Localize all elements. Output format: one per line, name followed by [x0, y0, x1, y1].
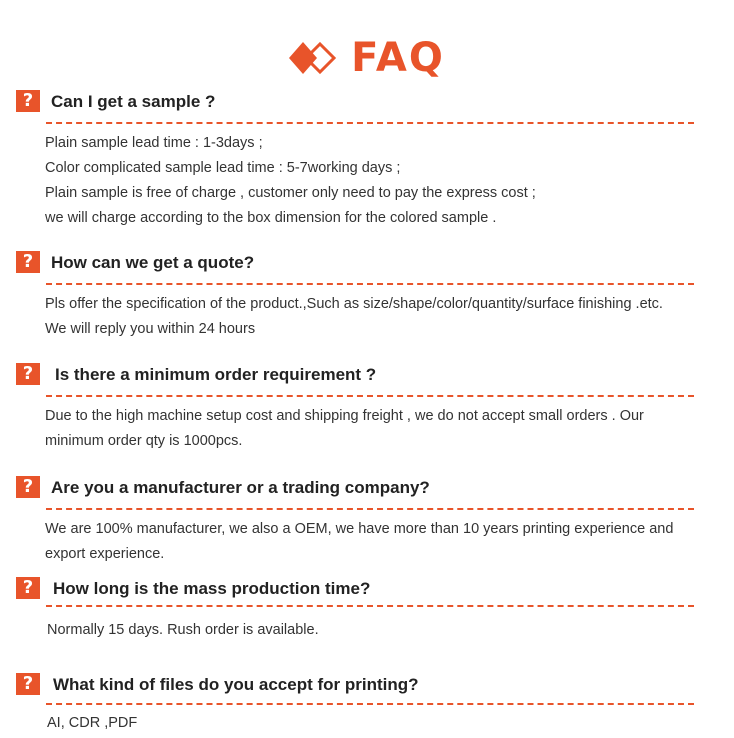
answer-line: Plain sample lead time : 1-3days ; — [45, 135, 263, 151]
question-text: Is there a minimum order requirement ? — [55, 365, 377, 384]
faq-item — [0, 476, 734, 562]
dashed-divider — [46, 605, 694, 607]
faq-answer — [45, 292, 715, 342]
answer-line: Due to the high machine setup cost and shipping freight , we do not accept small orders . Our — [45, 408, 644, 424]
question-mark-icon: ? — [16, 577, 40, 599]
dashed-divider — [46, 122, 694, 124]
faq-answer — [45, 131, 715, 231]
question-text: What kind of files do you accept for printing? — [53, 675, 419, 694]
answer-line: minimum order qty is 1000pcs. — [45, 433, 243, 449]
faq-answer — [47, 711, 717, 736]
faq-item — [0, 251, 734, 337]
question-text: How long is the mass production time? — [53, 579, 371, 598]
answer-line: AI, CDR ,PDF — [47, 715, 138, 731]
faq-question — [0, 90, 734, 116]
question-mark-icon: ? — [16, 363, 40, 385]
faq-item — [0, 673, 734, 731]
question-mark-icon: ? — [16, 673, 40, 695]
faq-answer — [47, 618, 717, 643]
answer-line: We will reply you within 24 hours — [45, 321, 256, 337]
faq-question — [0, 251, 734, 277]
dashed-divider — [46, 395, 694, 397]
page-title: FAQ — [351, 35, 445, 81]
answer-line: Normally 15 days. Rush order is available. — [47, 622, 319, 638]
faq-question — [0, 476, 734, 502]
question-mark-icon: ? — [16, 90, 40, 112]
faq-item — [0, 577, 734, 638]
answer-line: we will charge according to the box dimension for the colored sample . — [45, 210, 497, 226]
faq-answer — [45, 517, 715, 567]
answer-line: Plain sample is free of charge , customer only need to pay the express cost ; — [45, 185, 536, 201]
dashed-divider — [46, 703, 694, 705]
question-text: Can I get a sample ? — [51, 92, 216, 111]
answer-line: We are 100% manufacturer, we also a OEM, we have more than 10 years printing experience and — [45, 521, 674, 537]
faq-header — [0, 28, 734, 88]
faq-question — [0, 363, 734, 389]
dashed-divider — [46, 508, 694, 510]
question-mark-icon: ? — [16, 476, 40, 498]
faq-item — [0, 90, 734, 226]
question-text: How can we get a quote? — [51, 253, 255, 272]
question-mark-icon: ? — [16, 251, 40, 273]
double-diamond-icon — [289, 38, 337, 78]
answer-line: export experience. — [45, 546, 165, 562]
question-text: Are you a manufacturer or a trading company? — [51, 478, 430, 497]
faq-question — [0, 577, 734, 603]
faq-question — [0, 673, 734, 699]
faq-answer — [45, 404, 715, 454]
dashed-divider — [46, 283, 694, 285]
answer-line: Pls offer the specification of the product.,Such as size/shape/color/quantity/surface finishing .etc. — [45, 296, 663, 312]
faq-item — [0, 363, 734, 449]
answer-line: Color complicated sample lead time : 5-7working days ; — [45, 160, 401, 176]
